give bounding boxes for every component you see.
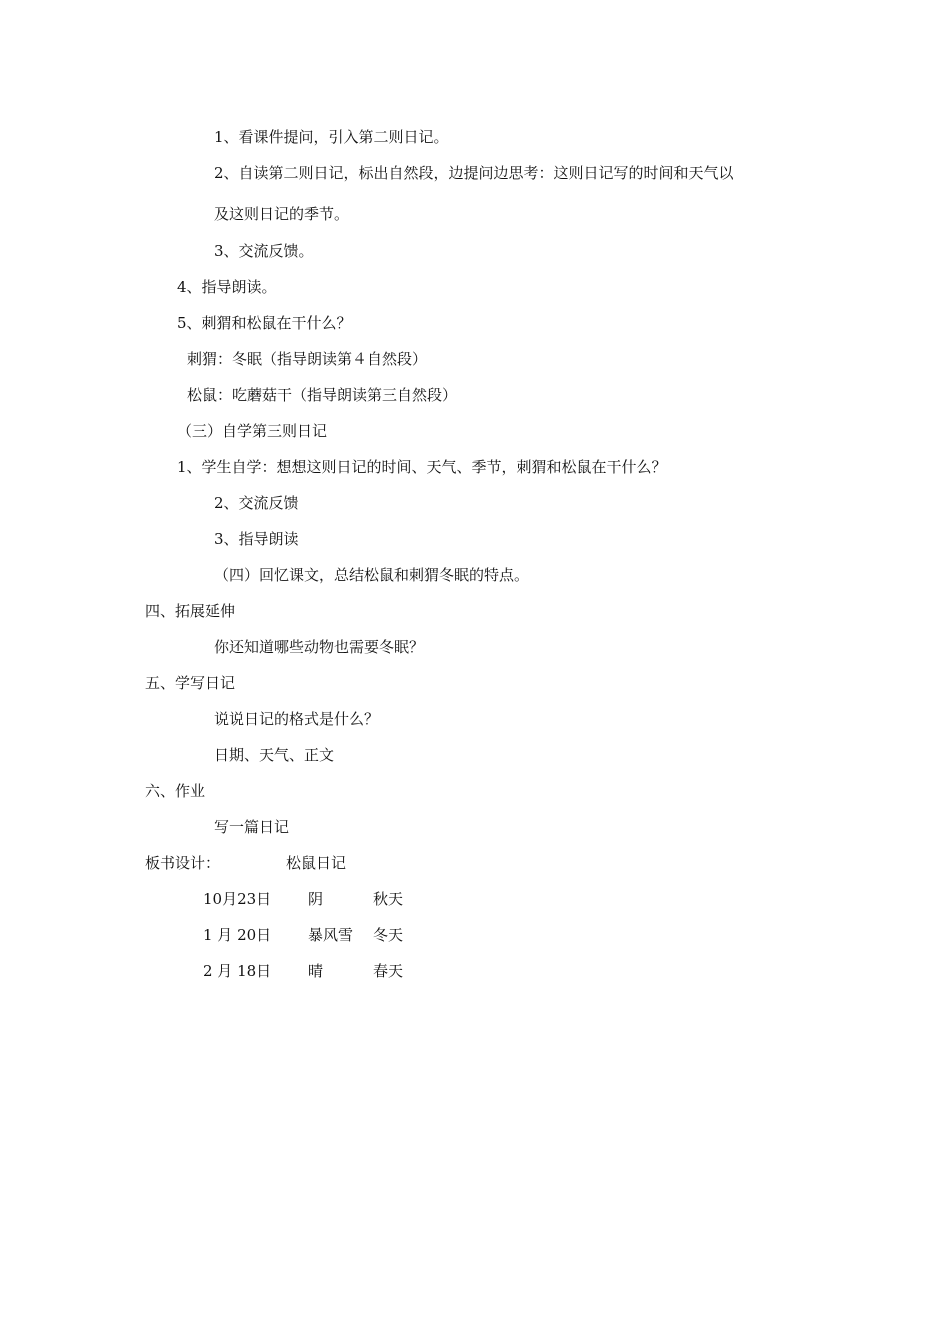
- step-2-self-read: 2、自读第二则日记，标出自然段，边提问边思考：这则日记写的时间和天气以: [214, 164, 734, 182]
- self-study-step-3: 3、指导朗读: [214, 530, 299, 548]
- board-season: 秋天: [373, 890, 404, 908]
- board-season: 冬天: [373, 926, 404, 944]
- self-study-step-2: 2、交流反馈: [214, 494, 299, 512]
- step-5-question: 5、刺猬和松鼠在干什么？: [177, 314, 352, 332]
- step-4-guided-reading: 4、指导朗读。: [177, 278, 277, 296]
- part-four-heading: 四、拓展延伸: [145, 602, 236, 620]
- diary-format-question: 说说日记的格式是什么？: [214, 710, 380, 728]
- step-3-feedback: 3、交流反馈。: [214, 242, 314, 260]
- section-four-heading: （四）回忆课文，总结松鼠和刺猬冬眠的特点。: [214, 566, 530, 584]
- board-weather: 晴: [308, 962, 324, 980]
- step-1-watch-courseware: 1、看课件提问，引入第二则日记。: [214, 128, 449, 146]
- board-date: 2 月 18日: [203, 962, 272, 980]
- board-design-label: 板书设计：: [145, 854, 221, 872]
- self-study-step-1: 1、学生自学：想想这则日记的时间、天气、季节，刺猬和松鼠在干什么？: [177, 458, 667, 476]
- board-date: 10月23日: [203, 890, 272, 908]
- board-weather: 阴: [308, 890, 324, 908]
- board-design-title: 松鼠日记: [286, 854, 347, 872]
- section-three-heading: （三）自学第三则日记: [177, 422, 328, 440]
- squirrel-note: 松鼠：吃蘑菇干（指导朗读第三自然段）: [187, 386, 458, 404]
- hedgehog-note: 刺猬：冬眠（指导朗读第４自然段）: [187, 350, 428, 368]
- board-season: 春天: [373, 962, 404, 980]
- part-six-heading: 六、作业: [145, 782, 206, 800]
- homework-text: 写一篇日记: [214, 818, 290, 836]
- step-2-continued: 及这则日记的季节。: [214, 205, 350, 223]
- diary-format-answer: 日期、天气、正文: [214, 746, 335, 764]
- part-five-heading: 五、学写日记: [145, 674, 236, 692]
- board-weather: 暴风雪: [308, 926, 354, 944]
- extension-question: 你还知道哪些动物也需要冬眠？: [214, 638, 425, 656]
- board-date: 1 月 20日: [203, 926, 272, 944]
